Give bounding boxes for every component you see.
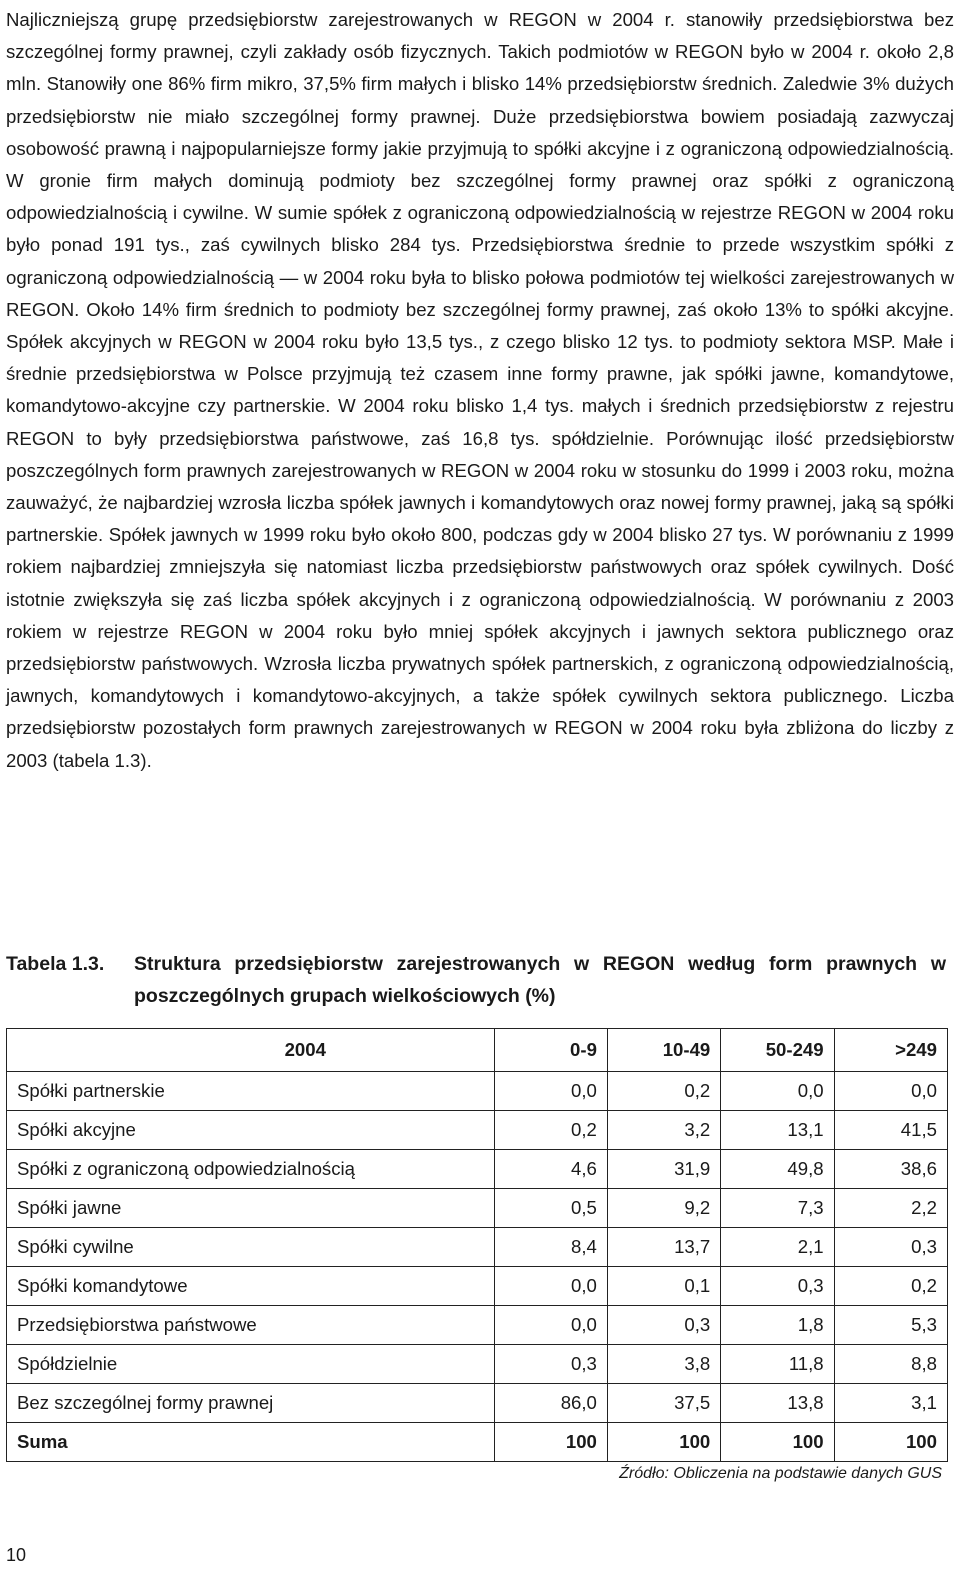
table-row — [7, 1345, 948, 1384]
cell-small: 0,1 — [607, 1267, 720, 1306]
cell-medium: 11,8 — [721, 1345, 834, 1384]
cell-large: 0,0 — [834, 1072, 947, 1111]
table-caption-title — [134, 948, 946, 1012]
table-body — [7, 1072, 948, 1462]
table-row — [7, 1267, 948, 1306]
cell-medium: 13,1 — [721, 1111, 834, 1150]
cell-micro: 8,4 — [494, 1228, 607, 1267]
row-label: Suma — [7, 1423, 495, 1462]
table-row — [7, 1189, 948, 1228]
page-number: 10 — [6, 1545, 27, 1565]
table-caption-unit: (%) — [525, 985, 556, 1007]
table-caption-title-text: Struktura przedsiębiorstw zarejestrowanych w REGON według form prawnych w poszczególnych grupach wielkościowych — [134, 953, 946, 1007]
source-note: Źródło: Obliczenia na podstawie danych GUS — [619, 1465, 942, 1482]
cell-micro: 0,3 — [494, 1345, 607, 1384]
row-label: Spółki z ograniczoną odpowiedzialnością — [7, 1150, 495, 1189]
cell-small: 13,7 — [607, 1228, 720, 1267]
row-label: Spółki partnerskie — [7, 1072, 495, 1111]
cell-medium: 0,3 — [721, 1267, 834, 1306]
cell-medium: 2,1 — [721, 1228, 834, 1267]
row-label: Spółki komandytowe — [7, 1267, 495, 1306]
row-label: Spółki jawne — [7, 1189, 495, 1228]
cell-micro: 86,0 — [494, 1384, 607, 1423]
cell-micro: 100 — [494, 1423, 607, 1462]
cell-small: 0,3 — [607, 1306, 720, 1345]
cell-medium: 100 — [721, 1423, 834, 1462]
cell-micro: 0,0 — [494, 1306, 607, 1345]
table-total-row — [7, 1423, 948, 1462]
cell-large: 8,8 — [834, 1345, 947, 1384]
header-year: 2004 — [7, 1029, 495, 1072]
cell-micro: 4,6 — [494, 1150, 607, 1189]
cell-small: 3,2 — [607, 1111, 720, 1150]
row-label: Przedsiębiorstwa państwowe — [7, 1306, 495, 1345]
cell-small: 100 — [607, 1423, 720, 1462]
cell-small: 3,8 — [607, 1345, 720, 1384]
cell-medium: 7,3 — [721, 1189, 834, 1228]
row-label: Spółki akcyjne — [7, 1111, 495, 1150]
cell-medium: 13,8 — [721, 1384, 834, 1423]
cell-micro: 0,0 — [494, 1072, 607, 1111]
cell-large: 0,3 — [834, 1228, 947, 1267]
cell-medium: 1,8 — [721, 1306, 834, 1345]
cell-large: 0,2 — [834, 1267, 947, 1306]
cell-large: 41,5 — [834, 1111, 947, 1150]
table-row — [7, 1150, 948, 1189]
cell-small: 37,5 — [607, 1384, 720, 1423]
header-micro: 0-9 — [494, 1029, 607, 1072]
header-small: 10-49 — [607, 1029, 720, 1072]
header-large: >249 — [834, 1029, 947, 1072]
cell-small: 9,2 — [607, 1189, 720, 1228]
cell-micro: 0,5 — [494, 1189, 607, 1228]
cell-large: 100 — [834, 1423, 947, 1462]
cell-medium: 49,8 — [721, 1150, 834, 1189]
header-medium: 50-249 — [721, 1029, 834, 1072]
table-caption — [6, 948, 946, 1012]
cell-micro: 0,2 — [494, 1111, 607, 1150]
cell-small: 31,9 — [607, 1150, 720, 1189]
cell-small: 0,2 — [607, 1072, 720, 1111]
table-row — [7, 1111, 948, 1150]
table-header-row — [7, 1029, 948, 1072]
cell-large: 3,1 — [834, 1384, 947, 1423]
row-label: Spółki cywilne — [7, 1228, 495, 1267]
cell-medium: 0,0 — [721, 1072, 834, 1111]
cell-large: 2,2 — [834, 1189, 947, 1228]
document-page — [6, 0, 954, 1482]
body-paragraph: Najliczniejszą grupę przedsiębiorstw zarejestrowanych w REGON w 2004 r. stanowiły przedsiębiorstwa bez szczególnej formy prawnej, czyli zakłady osób fizycznych. Takich podmiotów w REGON było w 2004 r. około 2,8 mln. Stanowiły one 86% firm mikro, 37,5% firm małych i blisko 14% przedsiębiorstw średnich. Zaledwie 3% dużych przedsiębiorstw nie miało szczególnej formy prawnej. Duże przedsiębiorstwa bowiem posiadają zazwyczaj osobowość prawną i najpopularniejsze formy jakie przyjmują to spółki akcyjne i z ograniczoną odpowiedzialnością. W gronie firm małych dominują podmioty bez szczególnej formy prawnej oraz spółki z ograniczoną odpowiedzialnością i cywilne. W sumie spółek z ograniczoną odpowiedzialnością w rejestrze REGON w 2004 roku było ponad 191 tys., zaś cywilnych blisko 284 tys. Przedsiębiorstwa średnie to przede wszystkim spółki z ograniczoną odpowiedzialnością — w 2004 roku była to blisko połowa podmiotów tej wielkości zarejestrowanych w REGON. Około 14% firm średnich to podmioty bez szczególnej formy prawnej, zaś około 13% to spółki akcyjne. Spółek akcyjnych w REGON w 2004 roku było 13,5 tys., z czego blisko 12 tys. to podmioty sektora MSP. Małe i średnie przedsiębiorstwa w Polsce przyjmują też czasem inne formy prawne, jak spółki jawne, komandytowe, komandytowo-akcyjne czy partnerskie. W 2004 roku blisko 1,4 tys. małych i średnich przedsiębiorstw z rejestru REGON to były przedsiębiorstwa państwowe, zaś 16,8 tys. spółdzielnie. Porównując ilość przedsiębiorstw poszczególnych form prawnych zarejestrowanych w REGON w 2004 roku w stosunku do 1999 i 2003 roku, można zauważyć, że najbardziej wzrosła liczba spółek jawnych i komandytowych oraz nowej formy prawnej, jaką są spółki partnerskie. Spółek jawnych w 1999 roku było około 800, podczas gdy w 2004 blisko 27 tys. W porównaniu z 1999 rokiem najbardziej zmniejszyła się natomiast liczba przedsiębiorstw państwowych oraz spółek cywilnych. Dość istotnie zwiększyła się zaś liczba spółek akcyjnych i z ograniczoną odpowiedzialnością. W porównaniu z 2003 rokiem w rejestrze REGON w 2004 roku było mniej spółek akcyjnych i jawnych sektora publicznego oraz przedsiębiorstw państwowych. Wzrosła liczba prywatnych spółek partnerskich, z ograniczoną odpowiedzialnością, jawnych, komandytowych i komandytowo-akcyjnych, a także spółek cywilnych sektora publicznego. Liczba przedsiębiorstw pozostałych form prawnych zarejestrowanych w REGON w 2004 roku była zbliżona do liczby z 2003 (tabela 1.3). — [6, 9, 954, 771]
cell-large: 38,6 — [834, 1150, 947, 1189]
table-row — [7, 1384, 948, 1423]
table-row — [7, 1072, 948, 1111]
table-row — [7, 1228, 948, 1267]
row-label: Bez szczególnej formy prawnej — [7, 1384, 495, 1423]
table-caption-label: Tabela 1.3. — [6, 953, 105, 975]
cell-micro: 0,0 — [494, 1267, 607, 1306]
cell-large: 5,3 — [834, 1306, 947, 1345]
legal-forms-table — [6, 1028, 948, 1462]
row-label: Spółdzielnie — [7, 1345, 495, 1384]
table-row — [7, 1306, 948, 1345]
